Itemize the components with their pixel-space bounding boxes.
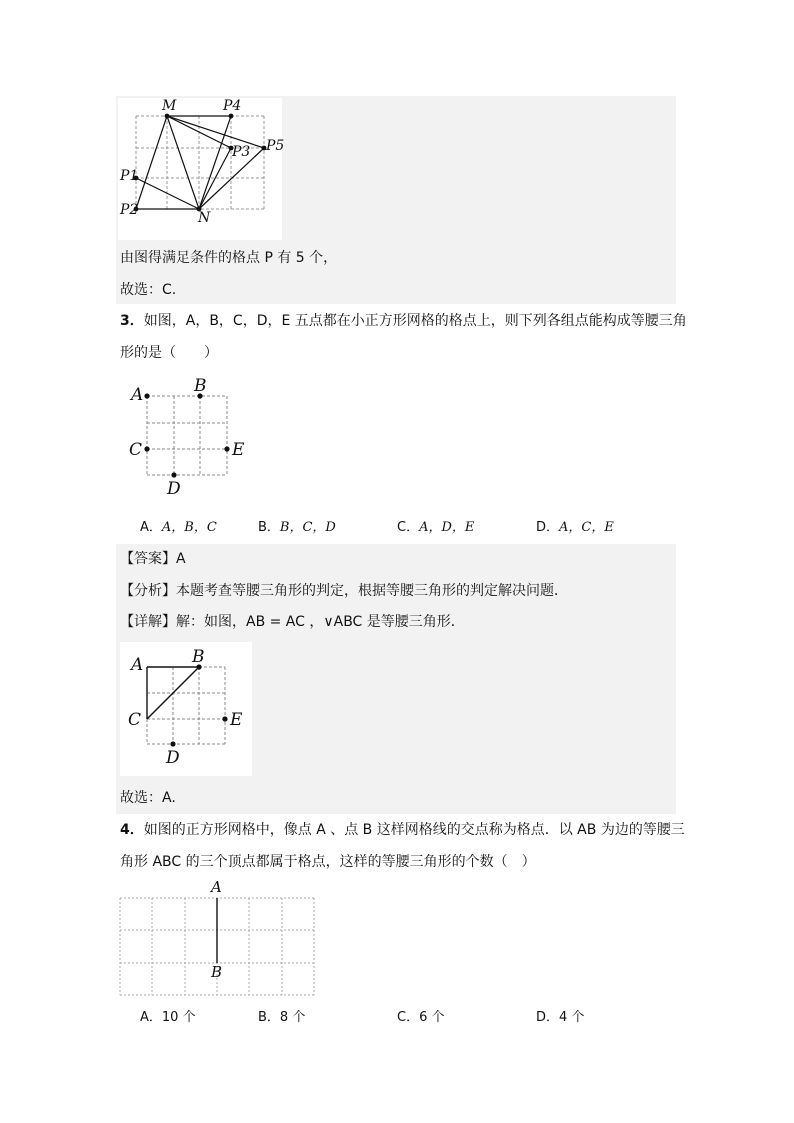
q3-label-e: E [232,440,245,460]
q3-answer: 【答案】A [120,551,186,567]
solution-q2-conclusion: 故选：C. [120,282,177,298]
q3-detail: 【详解】解：如图，AB = AC ，∨ABC 是等腰三角形． [120,614,465,630]
question-3-line2: 形的是（ ） [120,345,218,361]
q3-option-a[interactable]: A．A，B，C [140,520,217,535]
figure-mn-grid [118,98,285,240]
label-p1: P1 [120,168,139,184]
question-3-text-1: 如图，A，B，C，D，E 五点都在小正方形网格的格点上，则下列各组点能构成等腰三角 [143,313,687,329]
q3-conclusion: 故选：A. [120,790,176,806]
label-p5: P5 [266,138,285,154]
question-3-number: 3． [120,313,144,329]
question-4-line2: 角形 ABC 的三个顶点都属于格点，这样的等腰三角形的个数（ ） [120,854,536,870]
label-m: M [162,98,177,114]
label-p2: P2 [120,202,139,218]
q3-option-b[interactable]: B．B，C，D [258,520,336,535]
question-3-line1 [120,311,687,331]
solution-q2-line1: 由图得满足条件的格点 P 有 5 个， [120,250,338,266]
label-p3: P3 [232,144,251,160]
figure-q3-solution [120,642,252,776]
q4-option-d[interactable]: D．4 个 [536,1010,585,1025]
q3s-label-c: C [128,710,142,730]
q3s-label-d: D [166,748,180,768]
q3-option-c[interactable]: C．A，D，E [397,520,475,535]
q3s-label-a: A [131,655,144,675]
question-4-number: 4． [120,822,144,838]
q3-option-d[interactable]: D．A，C，E [536,520,614,535]
figure-q3-grid [120,374,260,500]
label-n: N [198,210,211,226]
question-4-text-1: 如图的正方形网格中，像点 A 、点 B 这样网格线的交点称为格点．以 AB 为边的等腰三 [143,822,685,838]
q4-label-a: A [211,878,222,896]
q3-label-b: B [194,376,207,396]
label-p4: P4 [223,98,242,114]
q3s-label-b: B [192,647,205,667]
q3s-label-e: E [230,710,243,730]
q3-label-c: C [129,440,143,460]
q4-option-b[interactable]: B．8 个 [258,1010,306,1025]
q4-label-b: B [211,963,223,981]
figure-q4-grid [118,878,318,998]
q4-option-a[interactable]: A．10 个 [140,1010,196,1025]
q3-label-d: D [167,479,181,499]
question-4-line1 [120,820,685,840]
q4-option-c[interactable]: C．6 个 [397,1010,445,1025]
q3-analysis: 【分析】本题考查等腰三角形的判定，根据等腰三角形的判定解决问题． [120,583,568,599]
q3-label-a: A [131,385,144,405]
